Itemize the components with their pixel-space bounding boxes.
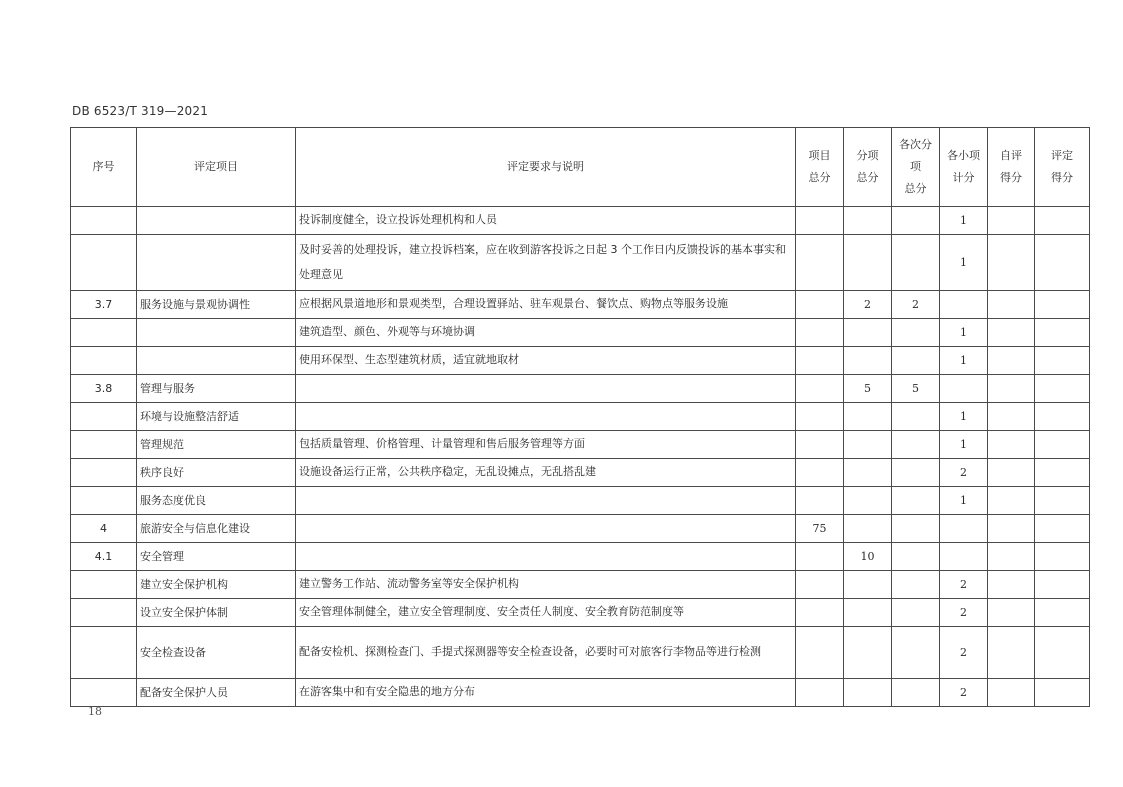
cell-requirement: 投诉制度健全，设立投诉处理机构和人员 xyxy=(296,207,796,235)
table-row xyxy=(71,403,1090,431)
cell-small: 1 xyxy=(940,235,988,291)
cell-requirement: 设施设备运行正常，公共秩序稳定，无乱设摊点，无乱搭乱建 xyxy=(296,459,796,487)
page-number: 18 xyxy=(88,705,102,718)
cell-total xyxy=(796,487,844,515)
cell-final[interactable] xyxy=(1035,459,1090,487)
cell-self[interactable] xyxy=(988,543,1035,571)
cell-item: 旅游安全与信息化建设 xyxy=(137,515,296,543)
cell-total xyxy=(796,207,844,235)
evaluation-table xyxy=(70,127,1090,707)
cell-no xyxy=(71,459,137,487)
cell-total xyxy=(796,403,844,431)
cell-final[interactable] xyxy=(1035,319,1090,347)
cell-small: 1 xyxy=(940,347,988,375)
cell-requirement xyxy=(296,543,796,571)
cell-requirement: 包括质量管理、价格管理、计量管理和售后服务管理等方面 xyxy=(296,431,796,459)
table-header-row xyxy=(71,128,1090,207)
cell-item: 安全管理 xyxy=(137,543,296,571)
cell-total xyxy=(796,431,844,459)
cell-sub-sub xyxy=(892,207,940,235)
cell-item xyxy=(137,207,296,235)
cell-total: 75 xyxy=(796,515,844,543)
cell-total xyxy=(796,459,844,487)
cell-item: 环境与设施整洁舒适 xyxy=(137,403,296,431)
table-row xyxy=(71,599,1090,627)
table-row xyxy=(71,319,1090,347)
table-row xyxy=(71,571,1090,599)
cell-final[interactable] xyxy=(1035,403,1090,431)
table-row xyxy=(71,515,1090,543)
cell-total xyxy=(796,679,844,707)
cell-final[interactable] xyxy=(1035,235,1090,291)
col-header-sub-sub: 各次分 项 总分 xyxy=(892,128,940,207)
cell-no: 3.7 xyxy=(71,291,137,319)
cell-total xyxy=(796,599,844,627)
cell-item: 管理规范 xyxy=(137,431,296,459)
cell-final[interactable] xyxy=(1035,375,1090,403)
cell-final[interactable] xyxy=(1035,347,1090,375)
cell-subtotal: 10 xyxy=(844,543,892,571)
cell-requirement: 建立警务工作站、流动警务室等安全保护机构 xyxy=(296,571,796,599)
cell-subtotal xyxy=(844,431,892,459)
cell-no xyxy=(71,599,137,627)
cell-self[interactable] xyxy=(988,347,1035,375)
cell-final[interactable] xyxy=(1035,627,1090,679)
col-header-total: 项目 总分 xyxy=(796,128,844,207)
cell-final[interactable] xyxy=(1035,487,1090,515)
cell-requirement xyxy=(296,375,796,403)
cell-small: 1 xyxy=(940,319,988,347)
cell-subtotal: 2 xyxy=(844,291,892,319)
cell-sub-sub: 5 xyxy=(892,375,940,403)
cell-self[interactable] xyxy=(988,459,1035,487)
cell-self[interactable] xyxy=(988,599,1035,627)
col-header-final: 评定 得分 xyxy=(1035,128,1090,207)
cell-sub-sub xyxy=(892,627,940,679)
cell-item: 服务态度优良 xyxy=(137,487,296,515)
cell-sub-sub xyxy=(892,431,940,459)
cell-small: 2 xyxy=(940,459,988,487)
cell-subtotal xyxy=(844,571,892,599)
cell-subtotal xyxy=(844,207,892,235)
cell-requirement: 及时妥善的处理投诉，建立投诉档案，应在收到游客投诉之日起 3 个工作日内反馈投诉的基本事实和处理意见 xyxy=(296,235,796,291)
cell-sub-sub xyxy=(892,347,940,375)
cell-total xyxy=(796,347,844,375)
cell-no xyxy=(71,403,137,431)
cell-sub-sub xyxy=(892,319,940,347)
cell-item: 服务设施与景观协调性 xyxy=(137,291,296,319)
cell-subtotal: 5 xyxy=(844,375,892,403)
cell-self[interactable] xyxy=(988,319,1035,347)
cell-total xyxy=(796,627,844,679)
cell-no: 4 xyxy=(71,515,137,543)
col-header-small: 各小项 计分 xyxy=(940,128,988,207)
cell-subtotal xyxy=(844,347,892,375)
cell-sub-sub xyxy=(892,599,940,627)
cell-subtotal xyxy=(844,319,892,347)
cell-small: 2 xyxy=(940,679,988,707)
table-row xyxy=(71,627,1090,679)
table-row xyxy=(71,235,1090,291)
table-row xyxy=(71,431,1090,459)
col-header-req: 评定要求与说明 xyxy=(296,128,796,207)
cell-sub-sub xyxy=(892,679,940,707)
cell-item xyxy=(137,319,296,347)
cell-self[interactable] xyxy=(988,487,1035,515)
cell-self[interactable] xyxy=(988,515,1035,543)
cell-no xyxy=(71,319,137,347)
cell-no xyxy=(71,207,137,235)
cell-small xyxy=(940,291,988,319)
cell-item xyxy=(137,347,296,375)
cell-final[interactable] xyxy=(1035,679,1090,707)
col-header-self: 自评 得分 xyxy=(988,128,1035,207)
cell-requirement: 配备安检机、探测检查门、手提式探测器等安全检查设备，必要时可对旅客行李物品等进行检测 xyxy=(296,627,796,679)
cell-item: 管理与服务 xyxy=(137,375,296,403)
cell-final[interactable] xyxy=(1035,515,1090,543)
cell-small: 1 xyxy=(940,403,988,431)
cell-requirement: 建筑造型、颜色、外观等与环境协调 xyxy=(296,319,796,347)
cell-no xyxy=(71,431,137,459)
table-row xyxy=(71,347,1090,375)
cell-total xyxy=(796,235,844,291)
cell-self[interactable] xyxy=(988,627,1035,679)
cell-self[interactable] xyxy=(988,291,1035,319)
cell-requirement: 应根据风景道地形和景观类型，合理设置驿站、驻车观景台、餐饮点、购物点等服务设施 xyxy=(296,291,796,319)
cell-item: 建立安全保护机构 xyxy=(137,571,296,599)
cell-total xyxy=(796,319,844,347)
cell-sub-sub xyxy=(892,571,940,599)
cell-self[interactable] xyxy=(988,403,1035,431)
cell-no xyxy=(71,679,137,707)
cell-subtotal xyxy=(844,679,892,707)
cell-requirement xyxy=(296,515,796,543)
cell-small: 1 xyxy=(940,431,988,459)
cell-sub-sub xyxy=(892,543,940,571)
cell-final[interactable] xyxy=(1035,571,1090,599)
cell-item xyxy=(137,235,296,291)
table-row xyxy=(71,543,1090,571)
cell-subtotal xyxy=(844,403,892,431)
cell-item: 设立安全保护体制 xyxy=(137,599,296,627)
cell-subtotal xyxy=(844,515,892,543)
table-row xyxy=(71,291,1090,319)
cell-self[interactable] xyxy=(988,571,1035,599)
cell-no: 4.1 xyxy=(71,543,137,571)
cell-small: 2 xyxy=(940,571,988,599)
cell-requirement xyxy=(296,487,796,515)
document-code: DB 6523/T 319—2021 xyxy=(72,104,209,118)
cell-sub-sub xyxy=(892,459,940,487)
col-header-subtotal: 分项 总分 xyxy=(844,128,892,207)
cell-sub-sub xyxy=(892,235,940,291)
cell-sub-sub xyxy=(892,487,940,515)
cell-self[interactable] xyxy=(988,235,1035,291)
cell-total xyxy=(796,543,844,571)
cell-subtotal xyxy=(844,487,892,515)
cell-self[interactable] xyxy=(988,207,1035,235)
cell-sub-sub: 2 xyxy=(892,291,940,319)
cell-no xyxy=(71,347,137,375)
cell-no xyxy=(71,627,137,679)
cell-requirement: 在游客集中和有安全隐患的地方分布 xyxy=(296,679,796,707)
cell-subtotal xyxy=(844,627,892,679)
cell-total xyxy=(796,291,844,319)
cell-small: 2 xyxy=(940,599,988,627)
cell-final[interactable] xyxy=(1035,431,1090,459)
cell-no xyxy=(71,235,137,291)
col-header-no: 序号 xyxy=(71,128,137,207)
cell-final[interactable] xyxy=(1035,543,1090,571)
table-row xyxy=(71,679,1090,707)
cell-small xyxy=(940,543,988,571)
cell-small xyxy=(940,515,988,543)
cell-self[interactable] xyxy=(988,679,1035,707)
cell-requirement xyxy=(296,403,796,431)
cell-item: 配备安全保护人员 xyxy=(137,679,296,707)
cell-total xyxy=(796,375,844,403)
cell-sub-sub xyxy=(892,403,940,431)
cell-small xyxy=(940,375,988,403)
table-row xyxy=(71,487,1090,515)
cell-self[interactable] xyxy=(988,431,1035,459)
cell-no xyxy=(71,487,137,515)
cell-final[interactable] xyxy=(1035,207,1090,235)
table-row xyxy=(71,207,1090,235)
cell-small: 2 xyxy=(940,627,988,679)
cell-final[interactable] xyxy=(1035,291,1090,319)
cell-self[interactable] xyxy=(988,375,1035,403)
table-row xyxy=(71,459,1090,487)
cell-item: 秩序良好 xyxy=(137,459,296,487)
cell-requirement: 安全管理体制健全，建立安全管理制度、安全责任人制度、安全教育防范制度等 xyxy=(296,599,796,627)
col-header-item: 评定项目 xyxy=(137,128,296,207)
cell-requirement: 使用环保型、生态型建筑材质，适宜就地取材 xyxy=(296,347,796,375)
cell-item: 安全检查设备 xyxy=(137,627,296,679)
cell-final[interactable] xyxy=(1035,599,1090,627)
cell-total xyxy=(796,571,844,599)
cell-sub-sub xyxy=(892,515,940,543)
table-row xyxy=(71,375,1090,403)
cell-subtotal xyxy=(844,235,892,291)
cell-no xyxy=(71,571,137,599)
cell-small: 1 xyxy=(940,487,988,515)
cell-small: 1 xyxy=(940,207,988,235)
cell-subtotal xyxy=(844,599,892,627)
cell-no: 3.8 xyxy=(71,375,137,403)
cell-subtotal xyxy=(844,459,892,487)
